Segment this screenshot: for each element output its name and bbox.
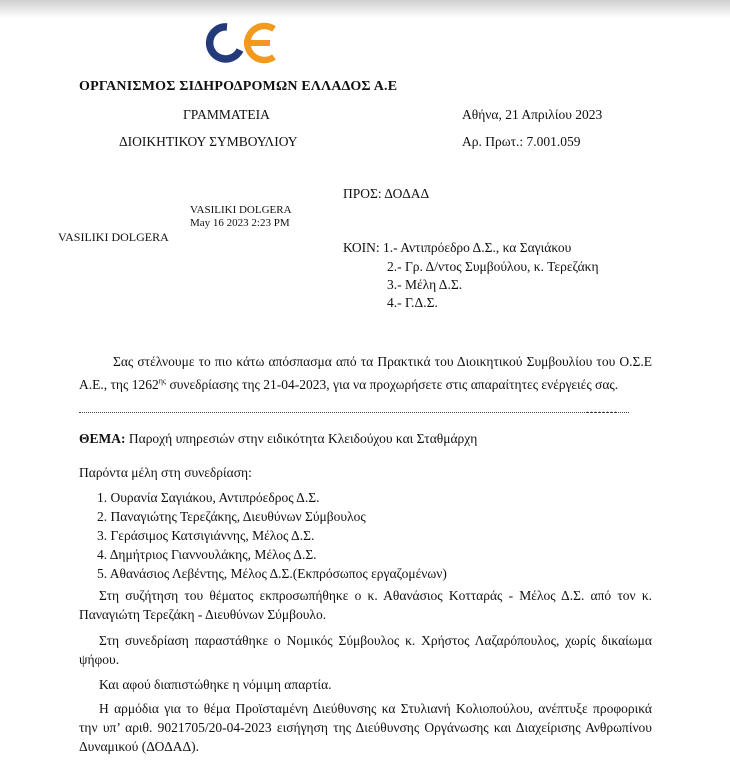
subject-text: Παροχή υπηρεσιών στην ειδικότητα Κλειδούχου και Σταθμάρχη [125,431,478,446]
legal-advisor-paragraph: Στη συνεδρίαση παραστάθηκε ο Νομικός Σύμβουλος κ. Χρήστος Λαζαρόπουλος, χωρίς δικαίωμα ψήφου. [79,633,652,667]
signature-datetime: May 16 2023 2:23 PM [190,217,290,229]
digital-signature-stamp [190,204,292,230]
members-list [97,488,447,583]
organization-name: ΟΡΓΑΝΙΣΜΟΣ ΣΙΔΗΡΟΔΡΟΜΩΝ ΕΛΛΑΔΟΣ Α.Ε [79,79,398,94]
document-date: Αθήνα, 21 Απριλίου 2023 [462,107,603,122]
protocol-number: Αρ. Πρωτ.: 7.001.059 [462,134,581,149]
cc-recipient-1: ΚΟΙΝ: 1.- Αντιπρόεδρο Δ.Σ., κα Σαγιάκου [343,240,572,255]
present-members-heading: Παρόντα μέλη στη συνεδρίαση: [79,465,252,480]
ose-logo [204,20,278,66]
list-item: 1. Ουρανία Σαγιάκου, Αντιπρόεδρος Δ.Σ. [97,490,320,505]
signature-name-repeat: VASILIKI DOLGERA [58,230,169,244]
cc-recipient-2: 2.- Γρ. Δ/ντος Συμβούλου, κ. Τερεζάκη [387,259,599,274]
director-paragraph: Η αρμόδια για το θέμα Προϊσταμένη Διεύθυνσης κα Στυλιανή Κολιοπούλου, ανέπτυξε προφορικά την υπ’ αριθ. 9021705/20-04-2023 εισήγηση της Διεύθυνσης Οργάνωσης και Διαχείρισης Ανθρωπίνου Δυναμικού (ΔΟΔΑΔ). [79,701,652,754]
quorum-paragraph: Και αφού διαπιστώθηκε η νόμιμη απαρτία. [99,677,332,692]
intro-text: Σας στέλνουμε το πιο κάτω απόσπασμα από τα Πρακτικά του Διοικητικού Συμβουλίου του Ο.Σ.Ε Α.Ε., της $1262^{\eta\varsigma}$ συνεδρίασης της 21-04-2023, για να προχωρήσετε στις απαραίτητες ενέργειές σας. [79,354,652,392]
list-item: 3. Γεράσιμος Κατσιγιάννης, Μέλος Δ.Σ. [97,528,315,543]
list-item: 2. Παναγιώτης Τερεζάκης, Διευθύνων Σύμβουλος [97,509,366,524]
secretariat-line-2: ΔΙΟΙΚΗΤΙΚΟΥ ΣΥΜΒΟΥΛΙΟΥ [119,134,298,149]
list-item: 5. Αθανάσιος Λεβέντης, Μέλος Δ.Σ.(Εκπρόσωπος εργαζομένων) [97,566,447,581]
ordinal-suffix: ης [158,376,167,385]
dotted-separator [79,412,629,413]
dotted-separator-end: ........ [586,402,618,416]
representation-paragraph: Στη συζήτηση του θέματος εκπροσωπήθηκε ο κ. Αθανάσιος Κοτταράς - Μέλος Δ.Σ. από τον κ. Παναγιώτη Τερεζάκη - Διευθύνων Σύμβουλο. [79,588,652,622]
list-item: 4. Δημήτριος Γιαννουλάκης, Μέλος Δ.Σ. [97,547,317,562]
recipient-to: ΠΡΟΣ: ΔΟΔΑΔ [343,186,430,201]
subject-label: ΘΕΜΑ: [79,431,126,446]
secretariat-line-1: ΓΡΑΜΜΑΤΕΙΑ [183,107,270,122]
cc-recipient-4: 4.- Γ.Δ.Σ. [387,295,438,310]
intro-paragraph [79,352,652,394]
cc-recipient-3: 3.- Μέλη Δ.Σ. [387,277,463,292]
scan-top-shadow [0,0,730,18]
signature-name: VASILIKI DOLGERA [190,204,292,216]
subject-line [79,431,477,447]
